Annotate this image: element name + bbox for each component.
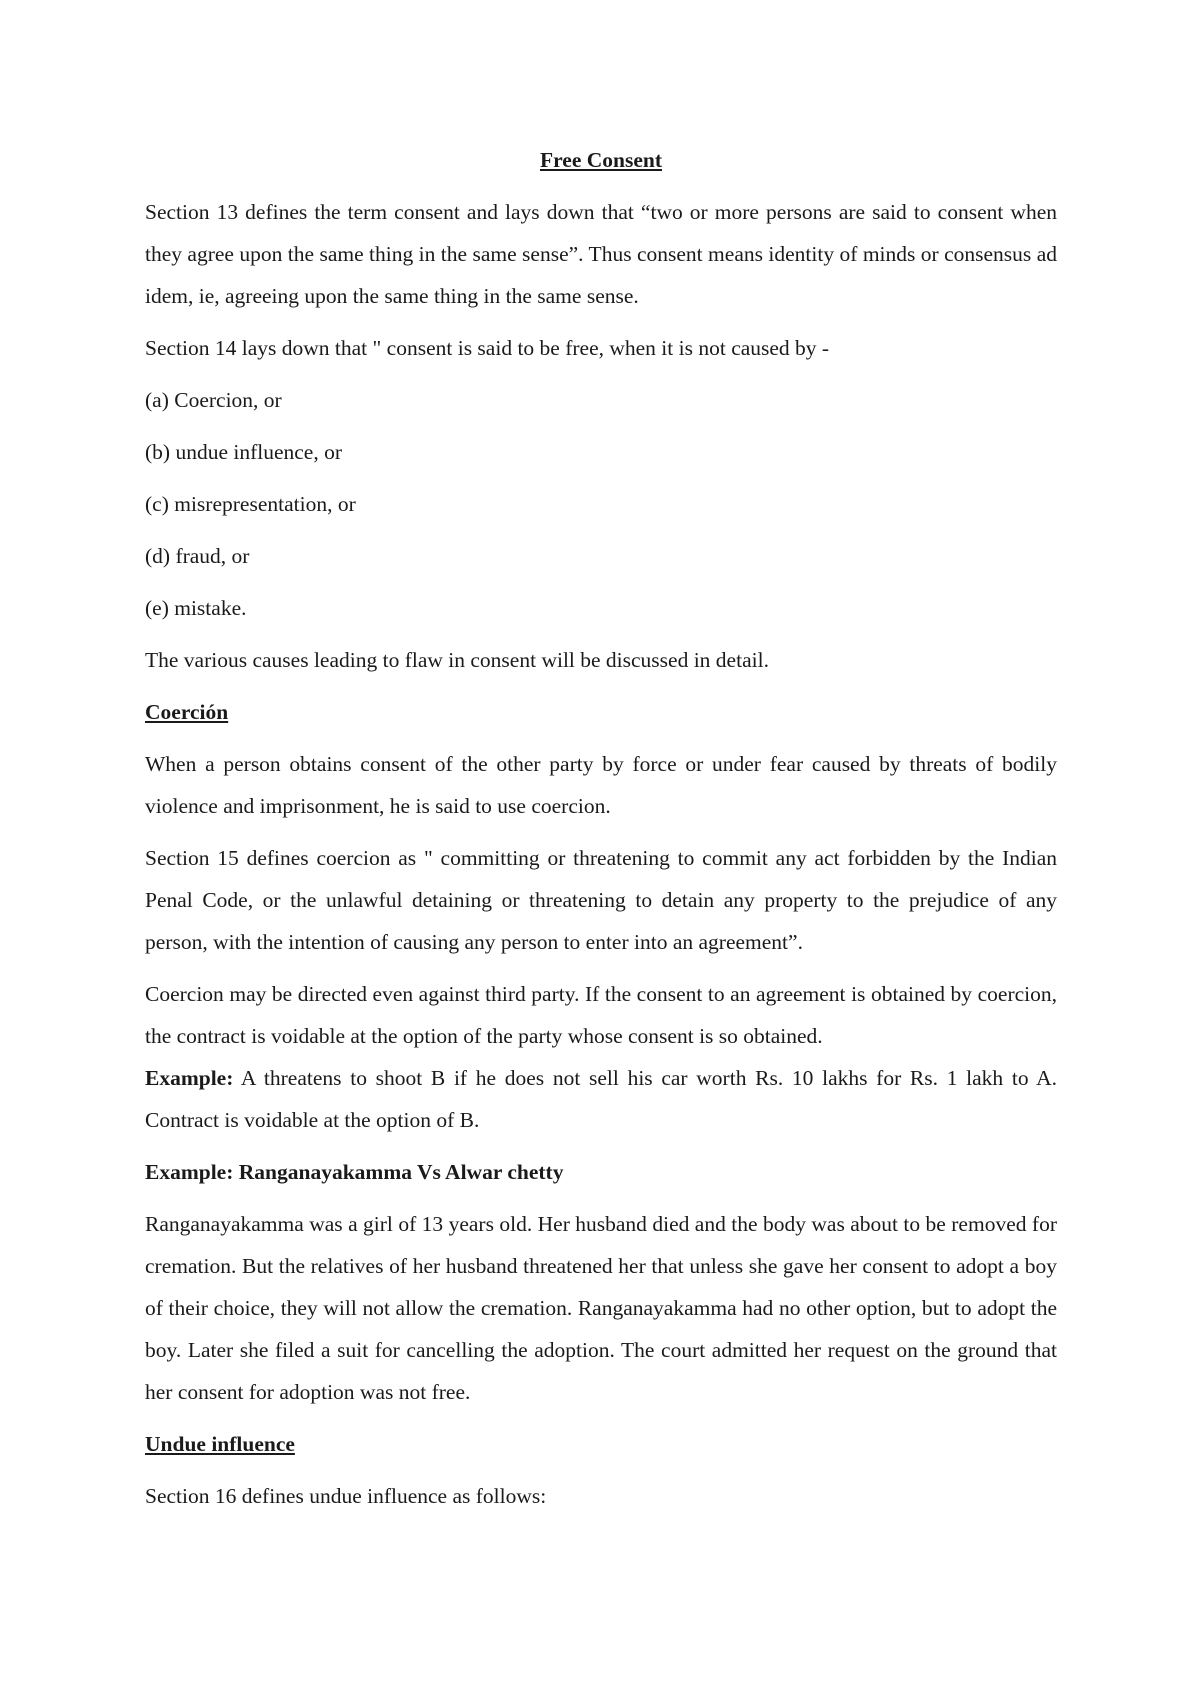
list-item-d: (d) fraud, or <box>145 544 250 568</box>
list-item-b: (b) undue influence, or <box>145 440 343 464</box>
third-party-paragraph: Coercion may be directed even against third party. If the consent to an agreement is obtained by coercion, the contract is voidable at the option of the party whose consent is so obtained. <box>145 982 1057 1048</box>
section-15-paragraph: Section 15 defines coercion as " committing or threatening to commit any act forbidden by the Indian Penal Code, or the unlawful detaining or threatening to detain any property to the prejudice of any person, with the intention of causing any person to enter into an agreement”. <box>145 846 1057 954</box>
example-label: Example: <box>145 1066 234 1090</box>
case-paragraph: Ranganayakamma was a girl of 13 years old. Her husband died and the body was about to be removed for cremation. But the relatives of her husband threatened her that unless she gave her consent to adopt a boy of their choice, they will not allow the cremation. Ranganayakamma had no other option, but to adopt the boy. Later she filed a suit for cancelling the adoption. The court admitted her request on the ground that her consent for adoption was not free. <box>145 1212 1057 1404</box>
list-item-a: (a) Coercion, or <box>145 388 282 412</box>
section-13-paragraph: Section 13 defines the term consent and lays down that “two or more persons are said to consent when they agree upon the same thing in the same sense”. Thus consent means identity of minds or consensus ad idem, ie, agreeing upon the same thing in the same sense. <box>145 200 1057 308</box>
coercion-heading: Coerción <box>145 700 229 724</box>
coercion-definition-paragraph: When a person obtains consent of the other party by force or under fear caused by threats of bodily violence and imprisonment, he is said to use coercion. <box>145 752 1057 818</box>
document-title: Free Consent <box>539 148 662 172</box>
example-text: A threatens to shoot B if he does not sell his car worth Rs. 10 lakhs for Rs. 1 lakh to A. Contract is voidable at the option of B. <box>145 1066 1057 1132</box>
undue-influence-heading: Undue influence <box>145 1432 295 1456</box>
coercion-example-paragraph <box>145 1057 1057 1141</box>
case-heading: Example: Ranganayakamma Vs Alwar chetty <box>145 1160 564 1184</box>
section-14-intro: Section 14 lays down that " consent is said to be free, when it is not caused by - <box>145 336 830 360</box>
document-body <box>145 139 1057 1527</box>
section-16-paragraph: Section 16 defines undue influence as follows: <box>145 1484 547 1508</box>
causes-paragraph: The various causes leading to flaw in consent will be discussed in detail. <box>145 648 769 672</box>
list-item-c: (c) misrepresentation, or <box>145 492 356 516</box>
list-item-e: (e) mistake. <box>145 596 247 620</box>
